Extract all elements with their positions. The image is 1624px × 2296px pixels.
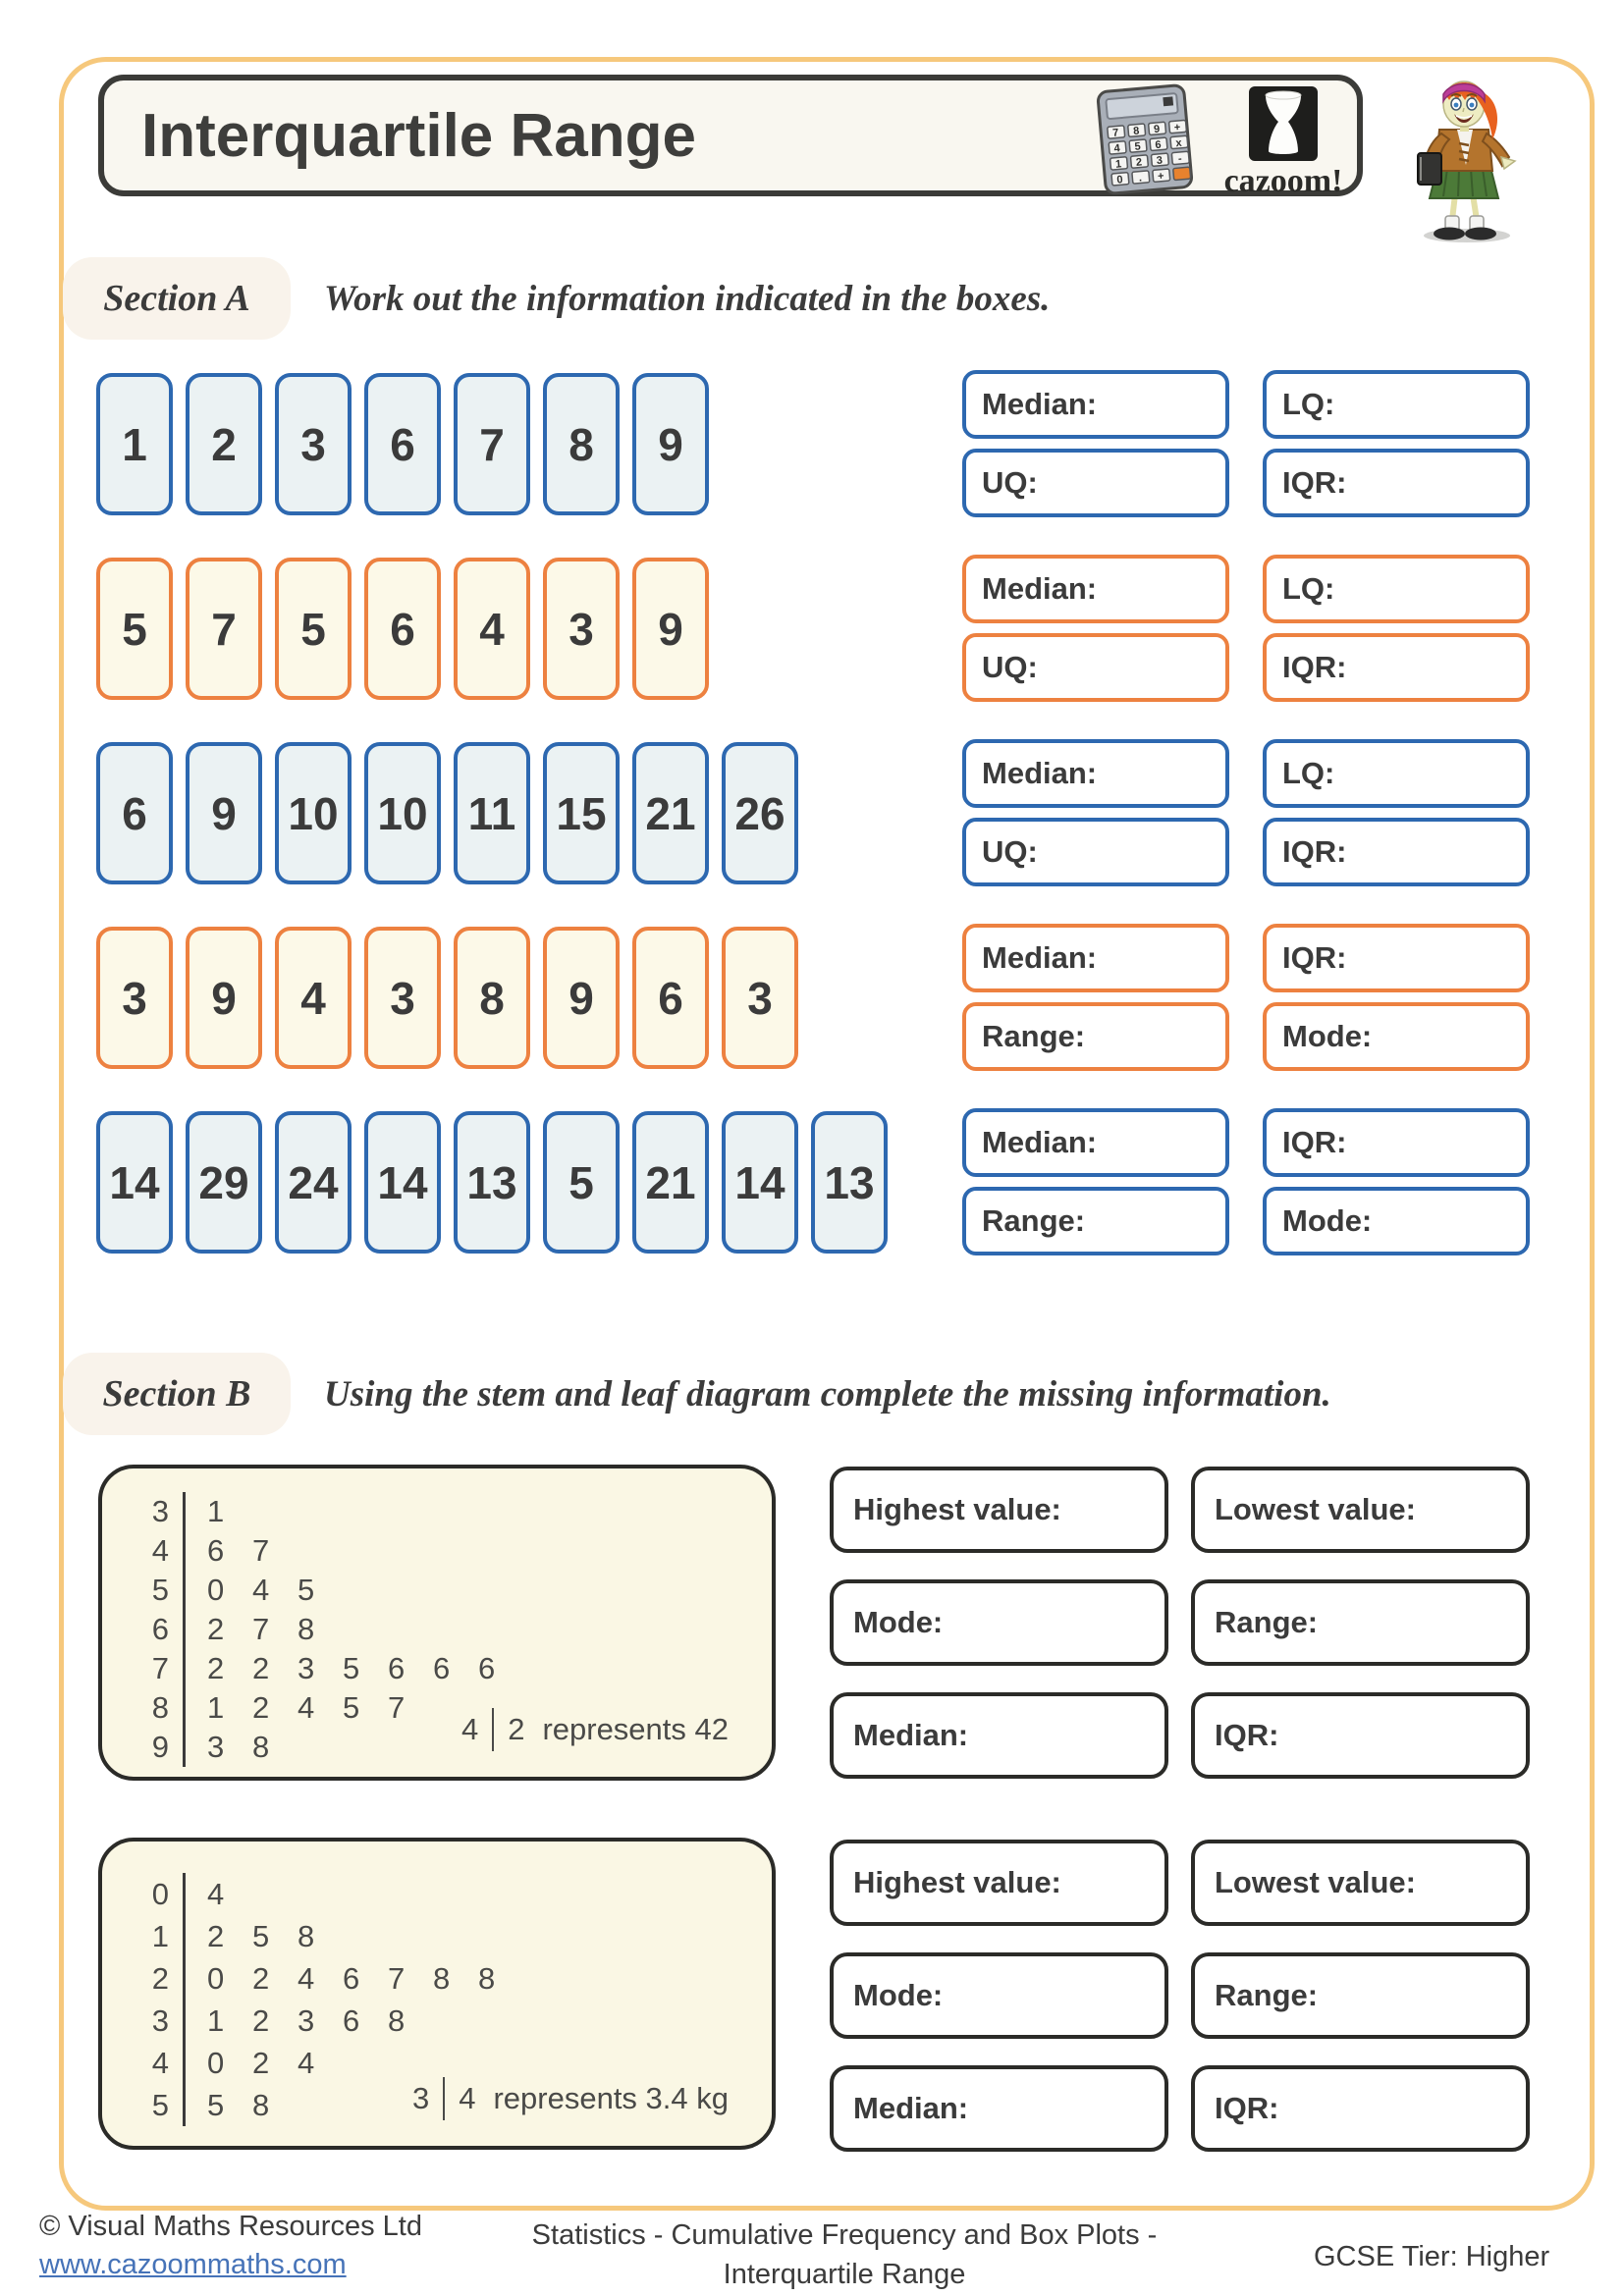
stem-value: 9: [151, 1730, 169, 1764]
answer-box-label: LQ:: [1282, 756, 1335, 790]
answer-box-label: IQR:: [1215, 1718, 1279, 1752]
leaf-values: [183, 2042, 343, 2084]
number-card: [364, 558, 441, 700]
stem-leaf-diagram-1: [98, 1465, 776, 1781]
stem-row: [132, 1957, 772, 2000]
leaf-value: 6: [388, 1651, 406, 1685]
answer-box-label: UQ:: [982, 465, 1038, 500]
leaf-values: [183, 1492, 252, 1531]
leaf-value: 3: [298, 1651, 315, 1685]
svg-text:8: 8: [1132, 125, 1140, 137]
number-card-value: 5: [568, 1156, 594, 1208]
number-card: [275, 742, 352, 884]
answer-box-range[interactable]: [1191, 1579, 1530, 1666]
leaf-value: 2: [252, 1651, 270, 1685]
stem-row: [132, 1571, 772, 1610]
number-card-value: 5: [300, 603, 326, 655]
section-b-instruction: Using the stem and leaf diagram complete the missing information.: [324, 1373, 1331, 1415]
number-card: [186, 558, 262, 700]
leaf-value: 8: [433, 1960, 451, 1996]
stem-value: 7: [151, 1651, 169, 1685]
number-card-value: 15: [556, 787, 607, 839]
stem-row: [132, 2000, 772, 2042]
stem-row: [132, 1531, 772, 1571]
leaf-values: [183, 1610, 343, 1649]
leaf-value: 0: [207, 1573, 225, 1607]
leaf-values: [183, 1915, 343, 1957]
number-card-value: 13: [824, 1156, 875, 1208]
answer-box-label: Median:: [853, 1718, 969, 1752]
leaf-value: 6: [207, 1533, 225, 1568]
answer-box-label: Lowest value:: [1215, 1492, 1416, 1526]
svg-text:2: 2: [1135, 156, 1143, 169]
answer-box-range[interactable]: [1191, 1952, 1530, 2039]
leaf-value: 5: [343, 1690, 360, 1725]
number-card: [275, 927, 352, 1069]
leaf-value: 2: [252, 2002, 270, 2038]
stem-value: 1: [151, 1918, 169, 1953]
stem-value: 6: [151, 1612, 169, 1646]
number-card-value: 7: [211, 603, 237, 655]
leaf-value: 5: [252, 1918, 270, 1953]
answer-box-highest-value[interactable]: [830, 1840, 1168, 1926]
leaf-value: 8: [388, 2002, 406, 2038]
answer-box-label: Range:: [982, 1203, 1086, 1238]
number-card-value: 4: [300, 972, 326, 1024]
answer-box-lowest-value[interactable]: [1191, 1467, 1530, 1553]
number-card-value: 10: [288, 787, 339, 839]
leaf-value: 6: [433, 1651, 451, 1685]
number-card: [811, 1111, 888, 1254]
stem-value: 0: [151, 1876, 169, 1911]
stem-value: 8: [151, 1690, 169, 1725]
key-divider: [492, 1708, 494, 1751]
number-card-value: 26: [734, 787, 785, 839]
leaf-value: 6: [343, 2002, 360, 2038]
answer-box-iqr[interactable]: [1263, 449, 1530, 517]
leaf-value: 2: [207, 1651, 225, 1685]
answer-box-iqr[interactable]: [1263, 818, 1530, 886]
svg-text:+: +: [1173, 121, 1181, 134]
answer-box-mode[interactable]: [1263, 1002, 1530, 1071]
calculator-icon: [1091, 80, 1198, 198]
number-card-value: 6: [122, 787, 147, 839]
leaf-value: 3: [298, 2002, 315, 2038]
answer-box-label: Mode:: [853, 1605, 944, 1639]
leaf-values: [183, 1688, 433, 1728]
answer-box-label: UQ:: [982, 650, 1038, 684]
key-description: represents 3.4 kg: [493, 2081, 729, 2115]
stem-row: [132, 1915, 772, 1957]
number-card-value: 6: [390, 603, 415, 655]
leaf-value: 4: [298, 1960, 315, 1996]
number-card: [543, 558, 620, 700]
footer-topic-line1: Statistics - Cumulative Frequency and Box Plots -: [531, 2219, 1158, 2251]
leaf-value: 0: [207, 2045, 225, 2080]
number-card-value: 29: [198, 1156, 249, 1208]
stem-value: 4: [151, 1533, 169, 1568]
svg-text:.: .: [1138, 172, 1143, 185]
key-stem: 4: [460, 1712, 479, 1746]
number-card: [454, 742, 530, 884]
number-card-value: 3: [747, 972, 773, 1024]
student-character-illustration: [1410, 71, 1518, 245]
number-card: [632, 558, 709, 700]
leaf-values: [183, 1531, 298, 1571]
number-card: [454, 927, 530, 1069]
svg-text:9: 9: [1153, 123, 1161, 136]
number-card: [96, 742, 173, 884]
svg-text:1: 1: [1114, 158, 1122, 171]
leaf-value: 4: [252, 1573, 270, 1607]
number-card: [543, 742, 620, 884]
number-card: [364, 742, 441, 884]
leaf-value: 1: [207, 1494, 225, 1528]
leaf-value: 4: [207, 1876, 225, 1911]
answer-box-lowest-value[interactable]: [1191, 1840, 1530, 1926]
svg-text:7: 7: [1111, 127, 1119, 139]
leaf-value: 8: [298, 1918, 315, 1953]
answer-box-label: Mode:: [1282, 1203, 1373, 1238]
number-card: [543, 1111, 620, 1254]
answer-box-median[interactable]: [830, 1692, 1168, 1779]
answer-box-label: UQ:: [982, 834, 1038, 869]
number-card-value: 3: [390, 972, 415, 1024]
number-card: [96, 927, 173, 1069]
answer-box-label: Median:: [982, 756, 1098, 790]
number-card-value: 21: [645, 787, 696, 839]
number-card-value: 7: [479, 418, 505, 470]
section-a-instruction: Work out the information indicated in the boxes.: [324, 278, 1051, 319]
stem-value: 3: [151, 2002, 169, 2038]
number-card-value: 24: [288, 1156, 339, 1208]
answer-box-label: Highest value:: [853, 1492, 1061, 1526]
leaf-value: 6: [478, 1651, 496, 1685]
leaf-values: [183, 1649, 523, 1688]
answer-box-uq[interactable]: [962, 818, 1229, 886]
leaf-value: 2: [252, 1690, 270, 1725]
answer-box-range[interactable]: [962, 1187, 1229, 1255]
page-title: Interquartile Range: [141, 101, 696, 170]
number-card: [722, 1111, 798, 1254]
leaf-value: 4: [298, 2045, 315, 2080]
leaf-value: 7: [252, 1533, 270, 1568]
section-b-badge: [63, 1353, 291, 1435]
stem-value: 2: [151, 1960, 169, 1996]
leaf-value: 2: [252, 1960, 270, 1996]
number-card-value: 8: [479, 972, 505, 1024]
number-card-value: 2: [211, 418, 237, 470]
number-card-value: 9: [658, 418, 683, 470]
answer-box-label: IQR:: [1282, 465, 1347, 500]
leaf-values: [183, 2084, 298, 2126]
key-description: represents 42: [542, 1712, 729, 1746]
stem-row: [132, 1873, 772, 1915]
number-card: [96, 373, 173, 515]
number-card: [632, 927, 709, 1069]
answer-box-label: Mode:: [1282, 1019, 1373, 1053]
number-card: [454, 373, 530, 515]
answer-box-iqr[interactable]: [1191, 2065, 1530, 2152]
leaf-value: 3: [207, 1730, 225, 1764]
svg-text:6: 6: [1154, 138, 1163, 152]
number-card: [96, 558, 173, 700]
stem-value: 5: [151, 1573, 169, 1607]
svg-text:5: 5: [1134, 140, 1142, 153]
leaf-value: 1: [207, 2002, 225, 2038]
number-card-value: 9: [211, 787, 237, 839]
stem-row: [132, 1649, 772, 1688]
svg-text:x: x: [1174, 136, 1183, 150]
answer-box-iqr[interactable]: [1263, 633, 1530, 702]
leaf-value: 8: [252, 1730, 270, 1764]
stem-value: 3: [151, 1494, 169, 1528]
answer-box-mode[interactable]: [1263, 1187, 1530, 1255]
number-card: [454, 558, 530, 700]
number-card: [632, 373, 709, 515]
leaf-value: 8: [478, 1960, 496, 1996]
answer-box-median[interactable]: [962, 555, 1229, 623]
answer-box-mode[interactable]: [830, 1952, 1168, 2039]
number-card: [275, 558, 352, 700]
stem-leaf-key: [412, 2077, 729, 2120]
logo-text: cazoom!: [1223, 163, 1343, 199]
svg-text:-: -: [1177, 152, 1183, 166]
leaf-value: 1: [207, 1690, 225, 1725]
leaf-value: 2: [207, 1918, 225, 1953]
number-card-value: 9: [211, 972, 237, 1024]
leaf-values: [183, 1957, 523, 2000]
key-divider: [443, 2077, 445, 2120]
answer-box-label: Median:: [982, 1125, 1098, 1159]
answer-box-uq[interactable]: [962, 449, 1229, 517]
number-card: [364, 1111, 441, 1254]
number-card-value: 14: [734, 1156, 785, 1208]
answer-box-label: Median:: [982, 387, 1098, 421]
number-card-value: 6: [658, 972, 683, 1024]
number-card: [454, 1111, 530, 1254]
answer-box-median[interactable]: [962, 370, 1229, 439]
section-a-label: Section A: [103, 278, 250, 319]
answer-box-median[interactable]: [962, 924, 1229, 992]
leaf-value: 5: [343, 1651, 360, 1685]
leaf-value: 5: [207, 2087, 225, 2122]
number-card: [722, 742, 798, 884]
number-card-value: 8: [568, 418, 594, 470]
number-card-value: 13: [466, 1156, 517, 1208]
number-card-value: 5: [122, 603, 147, 655]
answer-box-lq[interactable]: [1263, 555, 1530, 623]
footer-copyright: © Visual Maths Resources Ltd: [39, 2211, 422, 2242]
answer-box-mode[interactable]: [830, 1579, 1168, 1666]
leaf-values: [183, 1873, 252, 1915]
leaf-values: [183, 1571, 343, 1610]
answer-box-label: IQR:: [1282, 1125, 1347, 1159]
answer-box-label: Median:: [982, 571, 1098, 606]
footer-tier: GCSE Tier: Higher: [1314, 2241, 1550, 2272]
number-card: [96, 1111, 173, 1254]
number-card: [364, 927, 441, 1069]
number-card-value: 21: [645, 1156, 696, 1208]
answer-box-lq[interactable]: [1263, 739, 1530, 808]
answer-box-label: Highest value:: [853, 1865, 1061, 1899]
number-card: [632, 742, 709, 884]
answer-box-range[interactable]: [962, 1002, 1229, 1071]
answer-box-iqr[interactable]: [1263, 1108, 1530, 1177]
number-card-value: 3: [300, 418, 326, 470]
number-card-row: [96, 373, 709, 515]
leaf-value: 4: [298, 1690, 315, 1725]
section-b-label: Section B: [102, 1373, 251, 1415]
number-card: [186, 927, 262, 1069]
number-card-value: 11: [467, 787, 516, 839]
answer-box-label: IQR:: [1282, 940, 1347, 975]
svg-text:4: 4: [1113, 142, 1121, 155]
leaf-value: 6: [343, 1960, 360, 1996]
number-card: [364, 373, 441, 515]
number-card-value: 3: [568, 603, 594, 655]
svg-text:3: 3: [1156, 154, 1164, 168]
number-card-value: 10: [377, 787, 428, 839]
key-leaf: 4: [459, 2081, 476, 2115]
leaf-value: 0: [207, 1960, 225, 1996]
footer-topic-line2: Interquartile Range: [723, 2259, 966, 2290]
number-card: [543, 927, 620, 1069]
answer-box-median[interactable]: [830, 2065, 1168, 2152]
answer-box-label: IQR:: [1282, 834, 1347, 869]
svg-text:0: 0: [1115, 174, 1124, 187]
leaf-value: 7: [252, 1612, 270, 1646]
answer-box-label: Mode:: [853, 1978, 944, 2012]
answer-box-median[interactable]: [962, 739, 1229, 808]
leaf-value: 8: [298, 1612, 315, 1646]
answer-box-iqr[interactable]: [1263, 924, 1530, 992]
leaf-value: 8: [252, 2087, 270, 2122]
leaf-value: 2: [252, 2045, 270, 2080]
answer-box-label: IQR:: [1282, 650, 1347, 684]
number-card: [186, 742, 262, 884]
number-card: [632, 1111, 709, 1254]
section-a-badge: [63, 257, 291, 340]
number-card-value: 14: [377, 1156, 428, 1208]
key-stem: 3: [411, 2081, 430, 2115]
number-card: [275, 373, 352, 515]
answer-box-iqr[interactable]: [1191, 1692, 1530, 1779]
number-card: [186, 373, 262, 515]
stem-value: 5: [151, 2087, 169, 2122]
stem-value: 4: [151, 2045, 169, 2080]
number-card-row: [96, 742, 798, 884]
leaf-values: [183, 2000, 433, 2042]
footer-topic: [501, 2216, 1188, 2294]
number-card-row: [96, 1111, 888, 1254]
answer-box-label: LQ:: [1282, 571, 1335, 606]
answer-box-label: Lowest value:: [1215, 1865, 1416, 1899]
leaf-value: 7: [388, 1960, 406, 1996]
svg-text:+: +: [1157, 170, 1165, 183]
leaf-value: 5: [298, 1573, 315, 1607]
number-card-value: 14: [109, 1156, 160, 1208]
number-card-value: 9: [658, 603, 683, 655]
number-card-value: 9: [568, 972, 594, 1024]
answer-box-label: Range:: [1215, 1605, 1319, 1639]
logo-glass-icon: [1249, 86, 1318, 161]
answer-box-label: IQR:: [1215, 2091, 1279, 2125]
number-card: [543, 373, 620, 515]
cazoom-logo: [1220, 86, 1346, 200]
number-card-value: 6: [390, 418, 415, 470]
answer-box-lq[interactable]: [1263, 370, 1530, 439]
stem-leaf-key: [461, 1708, 729, 1751]
answer-box-highest-value[interactable]: [830, 1467, 1168, 1553]
answer-box-label: Range:: [1215, 1978, 1319, 2012]
number-card: [722, 927, 798, 1069]
leaf-value: 7: [388, 1690, 406, 1725]
answer-box-uq[interactable]: [962, 633, 1229, 702]
stem-leaf-diagram-2: [98, 1838, 776, 2150]
number-card-row: [96, 927, 798, 1069]
stem-row: [132, 1610, 772, 1649]
answer-box-label: Median:: [853, 2091, 969, 2125]
footer-website-link[interactable]: www.cazoommaths.com: [39, 2249, 347, 2280]
key-leaf: 2: [508, 1712, 525, 1746]
answer-box-median[interactable]: [962, 1108, 1229, 1177]
stem-row: [132, 1492, 772, 1531]
answer-box-label: LQ:: [1282, 387, 1335, 421]
number-card-value: 4: [479, 603, 505, 655]
leaf-value: 2: [207, 1612, 225, 1646]
number-card-value: 3: [122, 972, 147, 1024]
leaf-values: [183, 1728, 298, 1767]
answer-box-label: Median:: [982, 940, 1098, 975]
number-card: [275, 1111, 352, 1254]
number-card: [186, 1111, 262, 1254]
number-card-value: 1: [122, 418, 147, 470]
number-card-row: [96, 558, 709, 700]
answer-box-label: Range:: [982, 1019, 1086, 1053]
